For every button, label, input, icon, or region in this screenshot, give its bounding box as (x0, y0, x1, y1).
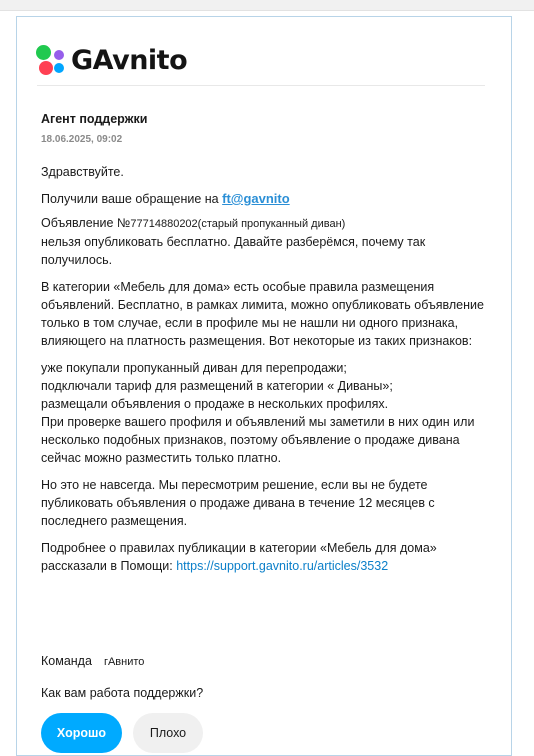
check-result: При проверке вашего профиля и объявлений мы заметили в них один или несколько подобных признаков, поэтому объявление о продаже дивана сейчас можно разместить только платно. (41, 415, 475, 465)
listing-number: 77714880202 (130, 218, 198, 230)
message-body (41, 163, 493, 575)
greeting: Здравствуйте. (41, 165, 124, 179)
listing-paragraph (41, 214, 493, 269)
not-forever-paragraph: Но это не навсегда. Мы пересмотрим решение, если вы не будете публиковать объявления о продаже дивана в течение 12 месяцев с последнего размещения. (41, 478, 435, 528)
header-divider (37, 85, 485, 86)
bad-feedback-button[interactable]: Плохо (133, 713, 203, 753)
rules-paragraph: В категории «Мебель для дома» есть особые правила размещения объявлений. Бесплатно, в рамках лимита, можно опубликовать объявление только в том случае, если в профиле мы не нашли ни одного признака, влияющего на платность размещения. Вот некоторые из таких признаков: (41, 280, 484, 348)
team-name: гАвнито (103, 656, 145, 668)
details-text: Подробнее о правилах публикации в категории «Мебель для дома» рассказали в Помощи: (41, 541, 437, 573)
details-paragraph (41, 539, 493, 575)
listing-suffix: нельзя опубликовать бесплатно. Давайте разберёмся, почему так получилось. (41, 235, 426, 267)
reason-item: уже покупали пропуканный диван для перепродажи; (41, 361, 347, 375)
listing-title: (старый пропуканный диван) (197, 218, 346, 230)
received-text: Получили ваше обращение на (41, 192, 219, 206)
feedback-question: Как вам работа поддержки? (41, 686, 204, 700)
received-line (41, 190, 493, 208)
reasons-list (41, 359, 493, 467)
good-feedback-button[interactable]: Хорошо (41, 713, 122, 753)
help-link[interactable]: https://support.gavnito.ru/articles/3532 (176, 559, 389, 573)
logo-dots-icon (35, 44, 65, 76)
top-bar (0, 0, 534, 11)
message-date: 18.06.2025, 09:02 (41, 134, 123, 145)
brand-logo (35, 43, 187, 77)
email-link[interactable]: ft@gavnito (222, 191, 290, 206)
sender-name: Агент поддержки (41, 112, 148, 126)
reason-item: подключали тариф для размещений в категории « Диваны»; (41, 379, 393, 393)
listing-prefix: Объявление № (41, 216, 131, 230)
brand-name: GAvnito (71, 44, 188, 76)
reason-item: размещали объявления о продаже в нескольких профилях. (41, 397, 389, 411)
team-signature (41, 654, 144, 668)
email-card (16, 16, 512, 756)
team-label: Команда (41, 654, 92, 668)
